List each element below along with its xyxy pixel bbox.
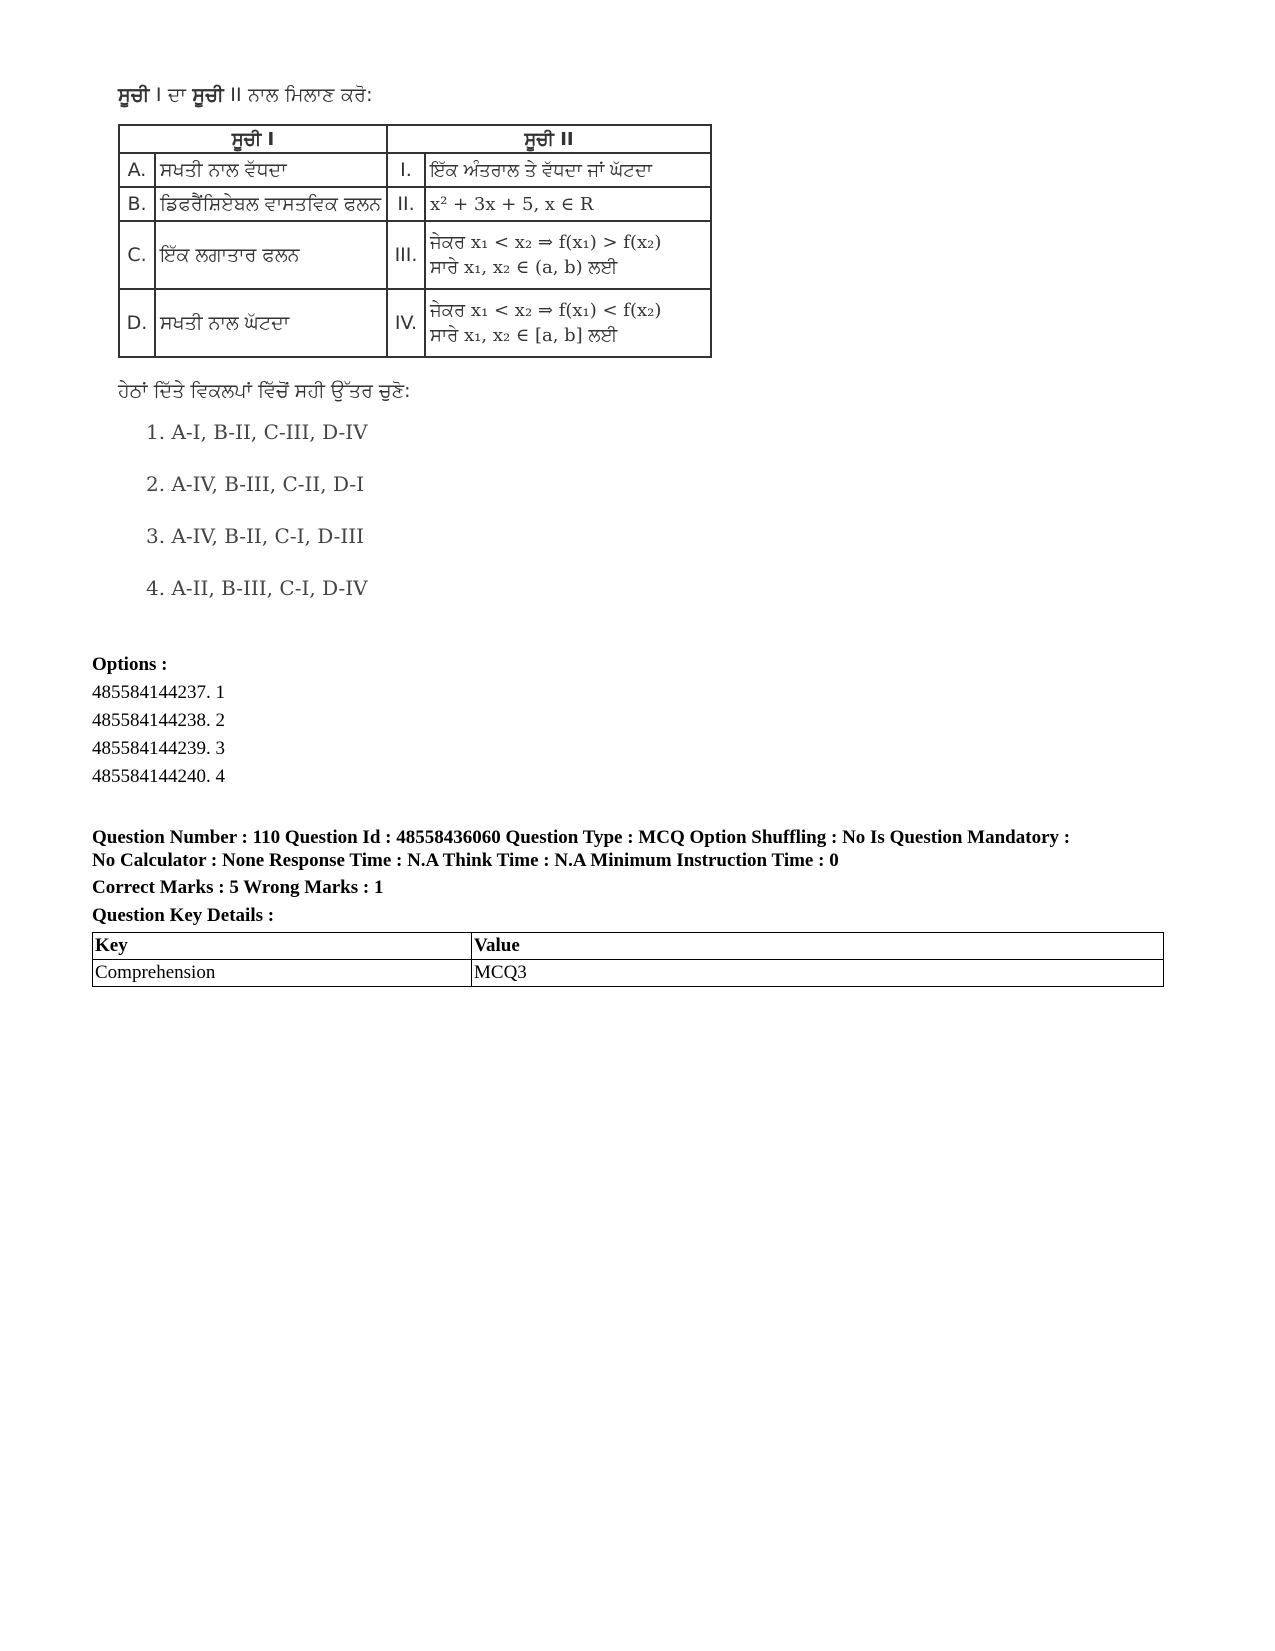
value-cell: MCQ3 <box>472 960 1164 987</box>
answer-choice: 2. A-IV, B-III, C-II, D-I <box>146 472 365 496</box>
answer-choice: 4. A-II, B-III, C-I, D-IV <box>146 576 368 600</box>
row-letter: B. <box>119 187 155 221</box>
key-cell: Comprehension <box>93 960 472 987</box>
match-table-row <box>119 289 711 357</box>
row-letter: D. <box>119 289 155 357</box>
row-match: ਇੱਕ ਅੰਤਰਾਲ ਤੇ ਵੱਧਦਾ ਜਾਂ ਘੱਟਦਾ <box>425 153 711 187</box>
key-column-header: Key <box>93 933 472 960</box>
value-column-header: Value <box>472 933 1164 960</box>
row-item: ਇੱਕ ਲਗਾਤਾਰ ਫਲਨ <box>155 221 387 289</box>
row-letter: C. <box>119 221 155 289</box>
option-item: 485584144239. 3 <box>92 738 225 759</box>
match-table-row <box>119 221 711 289</box>
instruction-list1-numeral: I <box>155 84 162 106</box>
key-table-header-row <box>93 933 1164 960</box>
row-item: ਡਿਫਰੈਂਸ਼ਿਏਬਲ ਵਾਸਤਵਿਕ ਫਲਨ <box>155 187 387 221</box>
match-instruction <box>118 84 738 106</box>
instruction-suffix: ਨਾਲ ਮਿਲਾਣ ਕਰੋ: <box>248 84 373 106</box>
question-image <box>118 84 738 628</box>
question-meta <box>92 826 1192 872</box>
match-table-header-list1: ਸੂਚੀ I <box>119 125 387 153</box>
option-item: 485584144240. 4 <box>92 766 225 787</box>
choose-instruction: ਹੇਠਾਂ ਦਿੱਤੇ ਵਿਕਲਪਾਂ ਵਿੱਚੋਂ ਸਹੀ ਉੱਤਰ ਚੁਣੋ: <box>118 380 411 402</box>
table-row <box>93 960 1164 987</box>
row-item: ਸਖਤੀ ਨਾਲ ਵੱਧਦਾ <box>155 153 387 187</box>
row-roman: II. <box>387 187 425 221</box>
row-item: ਸਖਤੀ ਨਾਲ ਘੱਟਦਾ <box>155 289 387 357</box>
row-match-line1: ਜੇਕਰ x₁ < x₂ ⇒ f(x₁) > f(x₂) <box>430 232 662 253</box>
options-heading: Options : <box>92 654 168 675</box>
question-marks: Correct Marks : 5 Wrong Marks : 1 <box>92 877 384 898</box>
instruction-list1-word: ਸੂਚੀ <box>118 84 150 106</box>
match-table <box>118 124 712 358</box>
row-match-line1: ਜੇਕਰ x₁ < x₂ ⇒ f(x₁) < f(x₂) <box>430 300 662 321</box>
instruction-list2-numeral: II <box>230 84 242 106</box>
row-roman: IV. <box>387 289 425 357</box>
answer-choice: 1. A-I, B-II, C-III, D-IV <box>146 420 368 444</box>
row-match-line2: ਸਾਰੇ x₁, x₂ ∈ [a, b] ਲਈ <box>430 325 618 346</box>
key-details-table <box>92 932 1164 987</box>
options-section <box>92 651 225 791</box>
key-details-heading: Question Key Details : <box>92 905 275 926</box>
row-match-line2: ਸਾਰੇ x₁, x₂ ∈ (a, b) ਲਈ <box>430 257 618 278</box>
match-table-row <box>119 153 711 187</box>
match-table-header-list2: ਸੂਚੀ II <box>387 125 711 153</box>
row-match <box>425 221 711 289</box>
row-roman: I. <box>387 153 425 187</box>
option-item: 485584144238. 2 <box>92 710 225 731</box>
question-meta-line1: Question Number : 110 Question Id : 48558436060 Question Type : MCQ Option Shuffling : No Is Question Mandatory : <box>92 827 1071 848</box>
row-letter: A. <box>119 153 155 187</box>
row-match: x² + 3x + 5, x ∈ R <box>425 187 711 221</box>
row-match <box>425 289 711 357</box>
question-meta-line2: No Calculator : None Response Time : N.A Think Time : N.A Minimum Instruction Time : 0 <box>92 850 839 871</box>
row-roman: III. <box>387 221 425 289</box>
instruction-mid-word: ਦਾ <box>167 84 187 106</box>
option-item: 485584144237. 1 <box>92 682 225 703</box>
match-table-row <box>119 187 711 221</box>
answer-choice: 3. A-IV, B-II, C-I, D-III <box>146 524 365 548</box>
instruction-list2-word: ਸੂਚੀ <box>192 84 224 106</box>
